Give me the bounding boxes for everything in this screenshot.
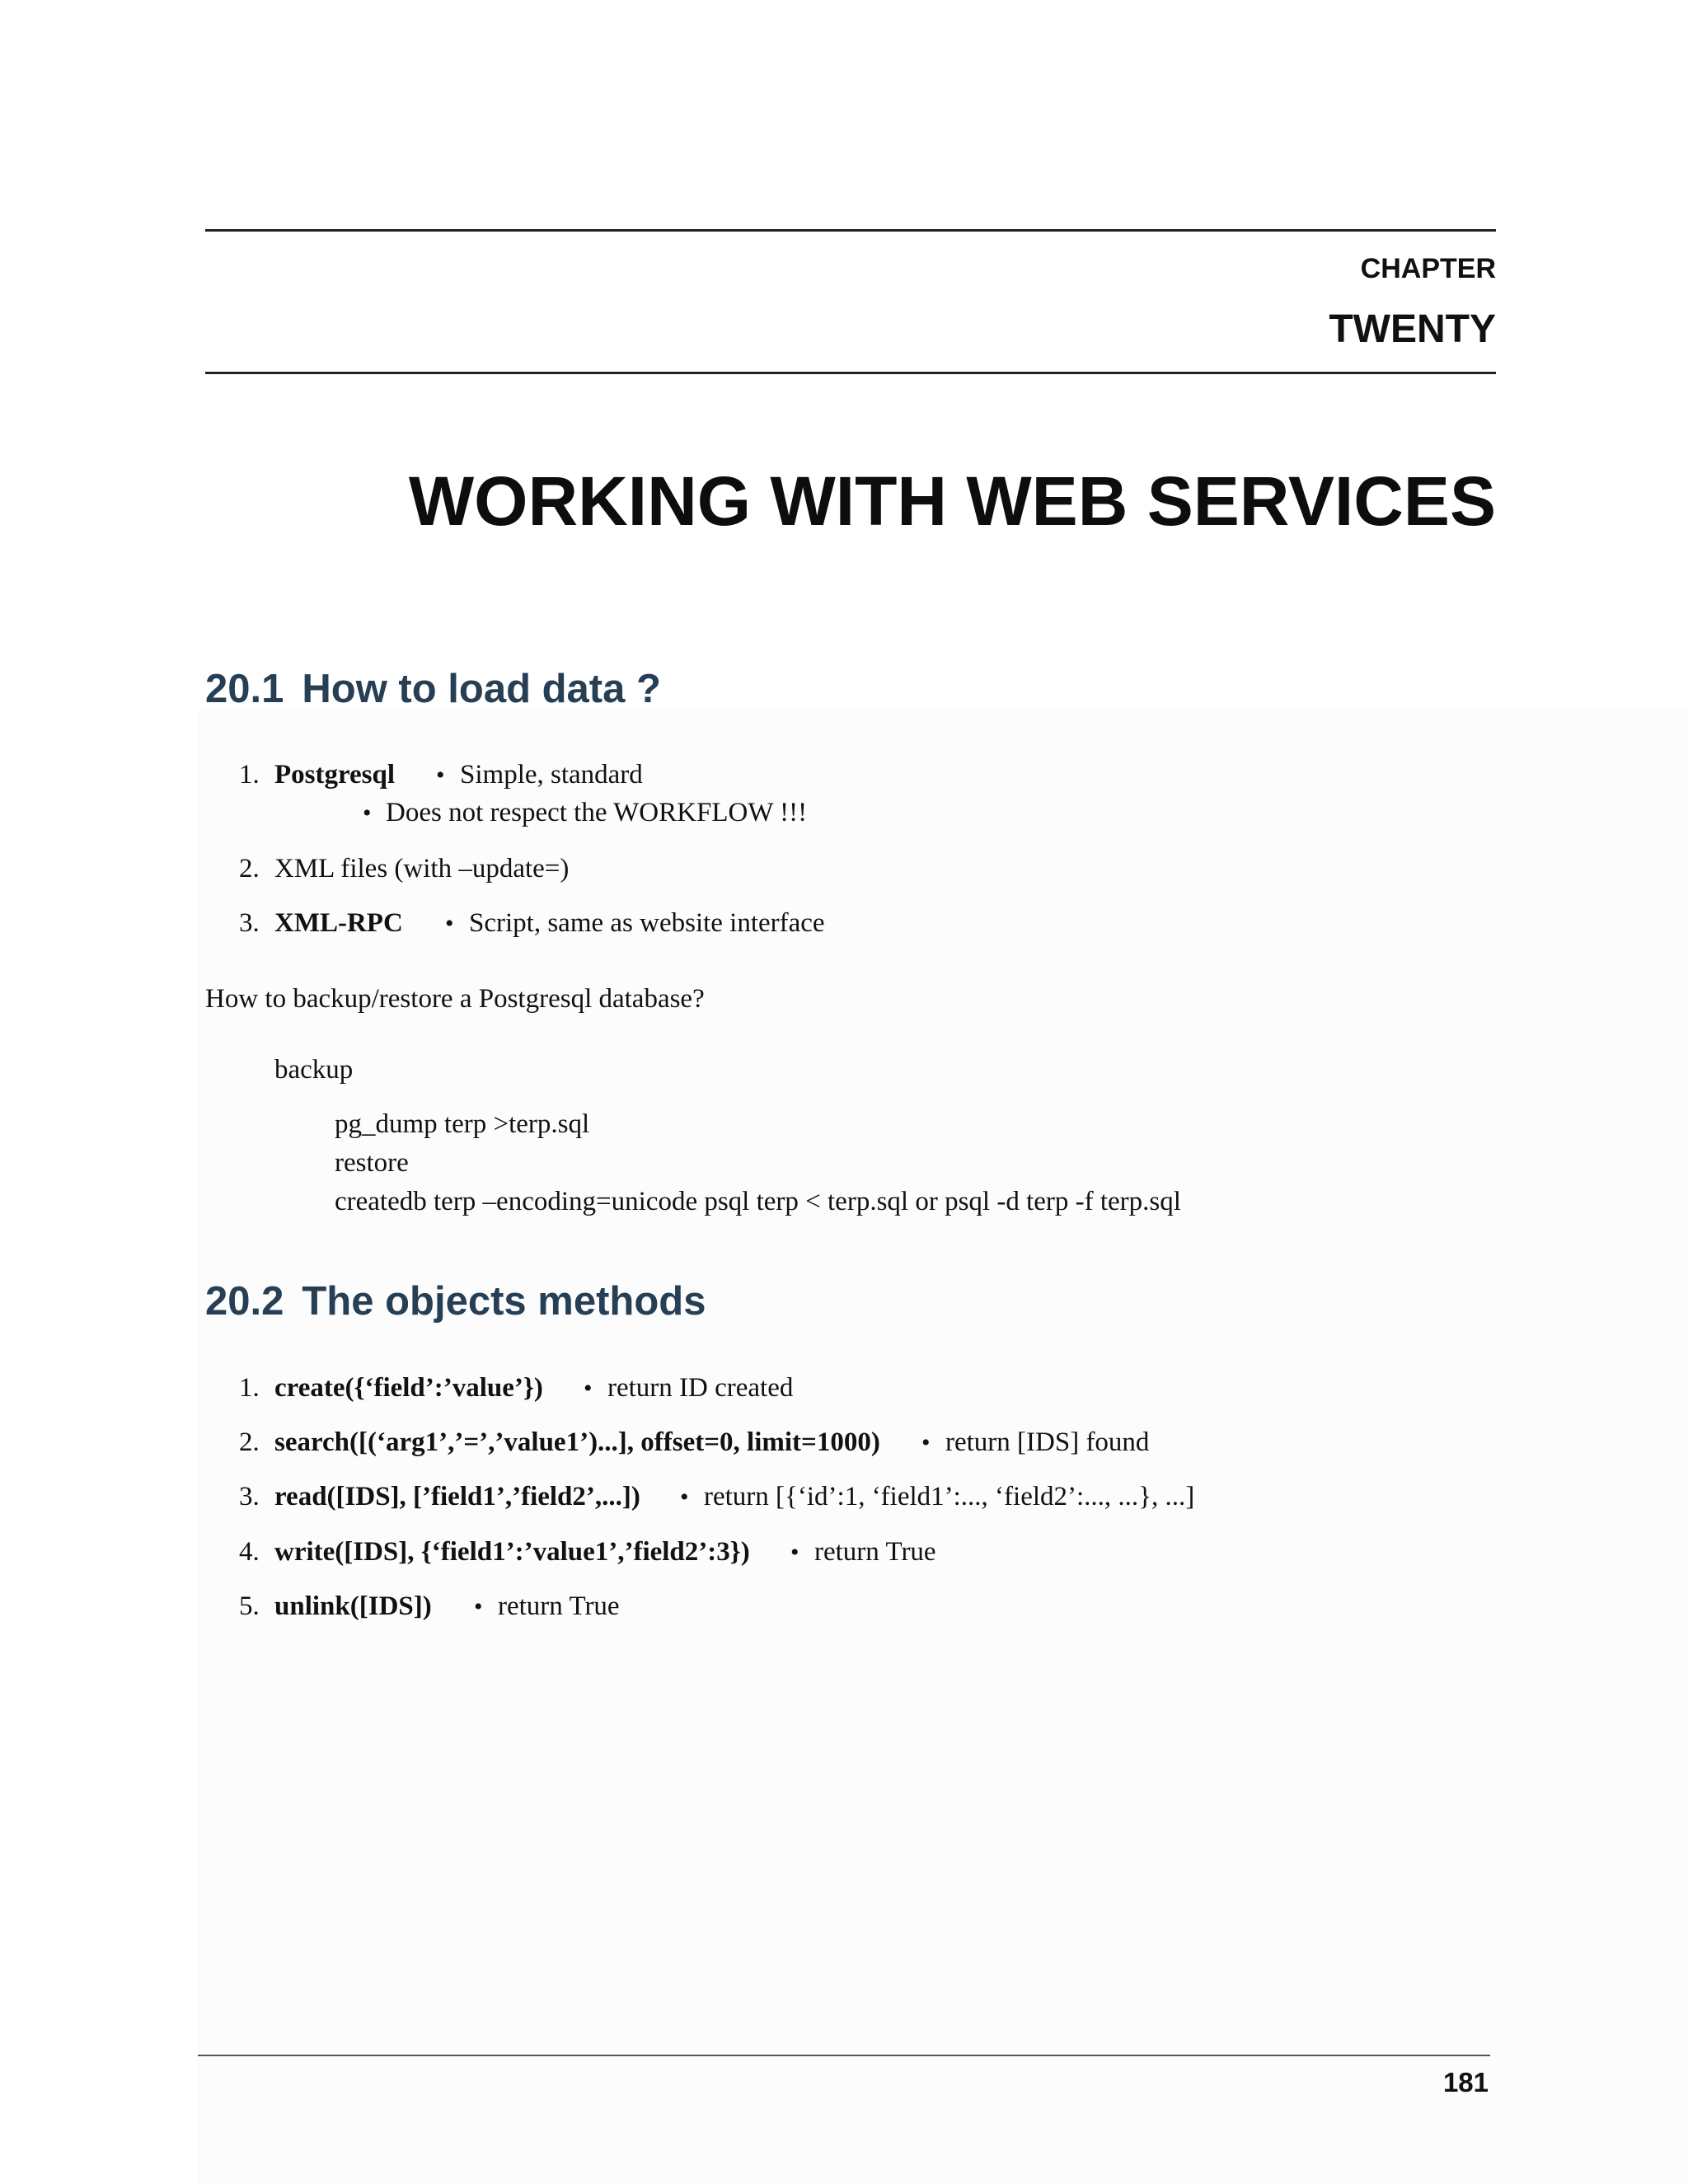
section-title: How to load data ? xyxy=(302,667,661,711)
bullet-icon: • xyxy=(680,1483,689,1511)
chapter-title: WORKING WITH WEB SERVICES xyxy=(408,462,1496,540)
method-read: read([IDS], [’field1’,’field2’,...]) xyxy=(274,1482,640,1511)
list-bullet-text: Script, same as website interface xyxy=(469,908,825,938)
chapter-label: CHAPTER xyxy=(1360,253,1496,284)
list-marker: 2. xyxy=(239,854,260,883)
section-title: The objects methods xyxy=(302,1279,706,1324)
method-create: create({‘field’:’value’}) xyxy=(274,1373,543,1403)
paragraph-backup-question: How to backup/restore a Postgresql database? xyxy=(205,984,705,1014)
bullet-icon: • xyxy=(445,910,454,937)
definition-term-backup: backup xyxy=(274,1055,354,1085)
bullet-icon: • xyxy=(474,1593,483,1620)
page-number: 181 xyxy=(1442,2067,1489,2097)
header-top-rule xyxy=(205,229,1496,232)
list-term-postgresql: Postgresql xyxy=(274,760,396,790)
list-marker: 3. xyxy=(239,908,260,938)
list-marker: 2. xyxy=(239,1427,260,1457)
definition-line: pg_dump terp >terp.sql xyxy=(335,1109,590,1139)
header-bottom-rule xyxy=(205,372,1496,374)
method-result: return [{‘id’:1, ‘field1’:..., ‘field2’:..., ...}, ...] xyxy=(704,1482,1195,1511)
section-number: 20.1 xyxy=(205,667,284,711)
definition-line: restore xyxy=(335,1148,409,1178)
method-result: return True xyxy=(814,1537,936,1567)
list-item-xml-files: XML files (with –update=) xyxy=(274,854,570,883)
bullet-icon: • xyxy=(363,799,372,827)
bullet-icon: • xyxy=(436,762,445,789)
list-marker: 1. xyxy=(239,1373,260,1403)
list-marker: 1. xyxy=(239,760,260,790)
section-heading-load-data xyxy=(205,666,661,712)
method-write: write([IDS], {‘field1’:’value1’,’field2’:3}) xyxy=(274,1537,750,1567)
bullet-icon: • xyxy=(584,1375,593,1402)
list-marker: 4. xyxy=(239,1537,260,1567)
section-heading-object-methods xyxy=(205,1278,706,1324)
section-number: 20.2 xyxy=(205,1279,284,1324)
bullet-icon: • xyxy=(921,1429,931,1456)
footer-rule xyxy=(198,2055,1490,2056)
method-result: return ID created xyxy=(607,1373,794,1403)
method-result: return True xyxy=(498,1591,620,1621)
list-term-xml-rpc: XML-RPC xyxy=(274,908,403,938)
list-marker: 5. xyxy=(239,1591,260,1621)
list-bullet-text: Simple, standard xyxy=(460,760,643,790)
method-result: return [IDS] found xyxy=(945,1427,1150,1457)
method-unlink: unlink([IDS]) xyxy=(274,1591,432,1621)
bullet-icon: • xyxy=(790,1539,799,1566)
list-marker: 3. xyxy=(239,1482,260,1511)
method-search: search([(‘arg1’,’=’,’value1’)...], offset=0, limit=1000) xyxy=(274,1427,880,1457)
chapter-number: TWENTY xyxy=(1329,307,1496,351)
list-bullet-text: Does not respect the WORKFLOW !!! xyxy=(386,798,808,827)
definition-line: createdb terp –encoding=unicode psql terp < terp.sql or psql -d terp -f terp.sql xyxy=(335,1187,1181,1216)
